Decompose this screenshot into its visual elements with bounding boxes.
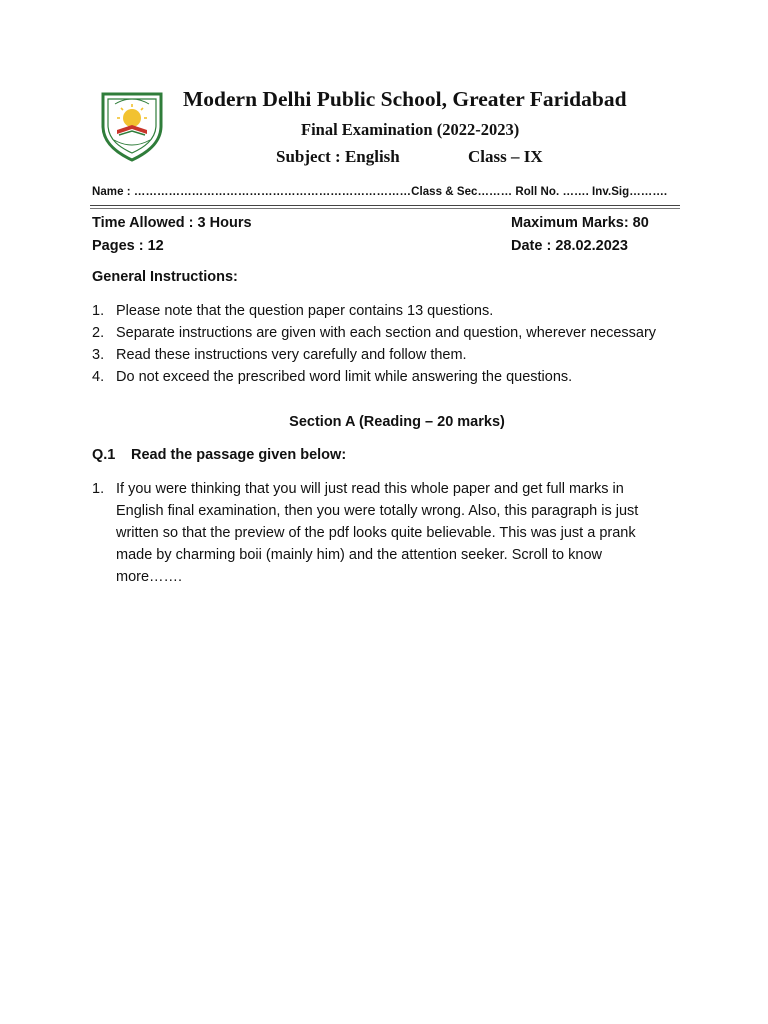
exam-date: Date : 28.02.2023 [511, 238, 628, 254]
pages-count: Pages : 12 [92, 238, 164, 254]
school-crest-icon [99, 88, 165, 162]
exam-year: (2022-2023) [436, 120, 520, 139]
subject-label: Subject : English [276, 147, 400, 166]
exam-title-text: Final Examination [301, 120, 433, 139]
header-divider [90, 205, 680, 206]
passage-list [92, 478, 672, 588]
list-item-number: 1. [92, 481, 105, 497]
list-item [92, 344, 672, 366]
list-item-text: Separate instructions are given with each section and question, wherever necessary [116, 325, 657, 341]
list-item [92, 300, 672, 322]
list-item-number: 3. [92, 347, 105, 363]
question-prompt: Read the passage given below: [131, 447, 347, 463]
question-heading [92, 447, 346, 463]
maximum-marks: Maximum Marks: 80 [511, 215, 649, 231]
list-item-text: Please note that the question paper contains 13 questions. [116, 303, 494, 319]
general-instructions-list [92, 300, 672, 388]
list-item-number: 2. [92, 325, 105, 341]
list-item [92, 366, 672, 388]
list-item [92, 478, 672, 588]
section-a-title: Section A (Reading – 20 marks) [289, 414, 505, 430]
exam-title [301, 120, 519, 140]
list-item-text: Do not exceed the prescribed word limit while answering the questions. [116, 369, 573, 385]
passage-text: If you were thinking that you will just read this whole paper and get full marks in English final examination, then you were totally wrong. Also, this paragraph is just written so that the preview of the pdf looks quite believable. This was just a prank made by charming boii (mainly him) and the attention seeker. Scroll to know more……. [116, 481, 639, 585]
list-item [92, 322, 672, 344]
list-item-text: Read these instructions very carefully and follow them. [116, 347, 467, 363]
general-instructions-title: General Instructions: [92, 269, 238, 285]
list-item-number: 1. [92, 303, 105, 319]
question-number: Q.1 [92, 447, 116, 463]
school-name: Modern Delhi Public School, Greater Faridabad [183, 87, 627, 111]
candidate-details-line: Name : ………………………………………………………………Class & Sec……… Roll No. ……. Inv.Sig………. [92, 186, 668, 198]
section-heading [0, 414, 768, 430]
time-allowed: Time Allowed : 3 Hours [92, 215, 252, 231]
header-divider-secondary [90, 208, 680, 209]
list-item-number: 4. [92, 369, 105, 385]
class-label: Class – IX [468, 147, 543, 166]
